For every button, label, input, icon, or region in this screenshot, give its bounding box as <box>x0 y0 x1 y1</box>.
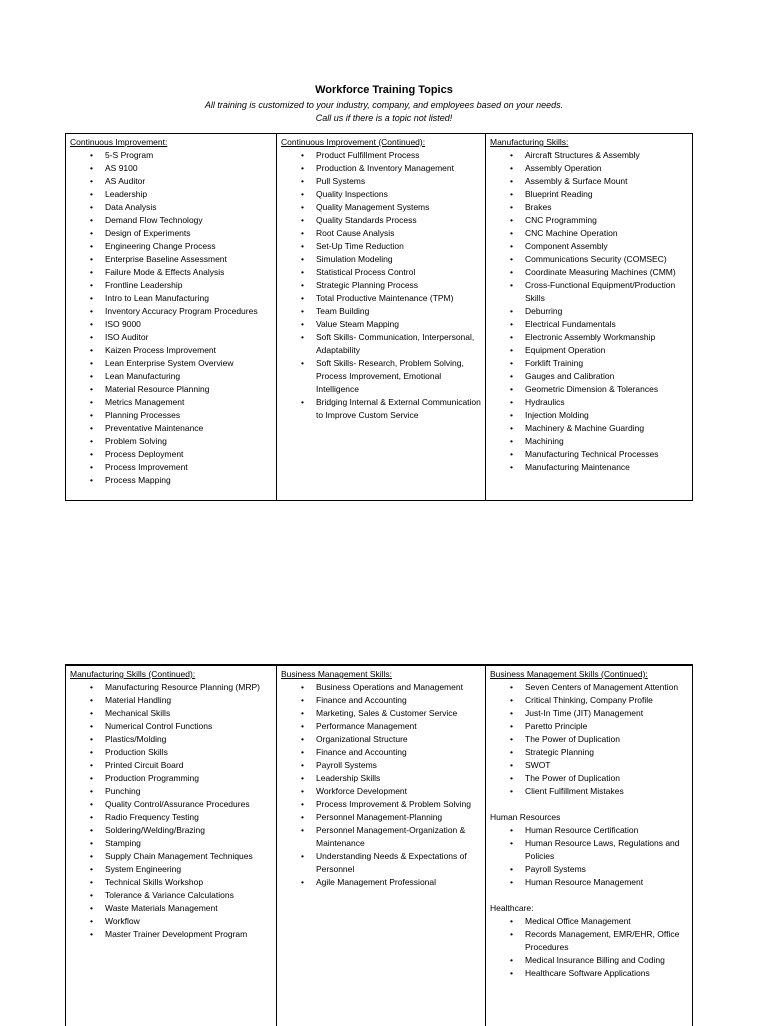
topic-item: • Intro to Lean Manufacturing <box>70 292 276 305</box>
topic-item: • Hydraulics <box>490 396 694 409</box>
topic-item: • Printed Circuit Board <box>70 759 276 772</box>
topic-item: • Technical Skills Workshop <box>70 876 276 889</box>
topic-item: • Deburring <box>490 305 694 318</box>
column-continuous-improvement-continued <box>276 134 485 500</box>
topic-item: • Soft Skills- Research, Problem Solving, Process Improvement, Emotional Intelligence <box>281 357 485 396</box>
document-header <box>0 84 768 125</box>
topic-item: • Healthcare Software Applications <box>490 967 694 980</box>
topic-item: • Soldering/Welding/Brazing <box>70 824 276 837</box>
topic-item: • Production Programming <box>70 772 276 785</box>
topic-item: • Machinery & Machine Guarding <box>490 422 694 435</box>
topic-item: • Human Resource Laws, Regulations and Policies <box>490 837 694 863</box>
topic-item: • Kaizen Process Improvement <box>70 344 276 357</box>
topic-item: • Material Handling <box>70 694 276 707</box>
topic-item: • 5-S Program <box>70 149 276 162</box>
topic-item: • Leadership Skills <box>281 772 485 785</box>
topic-item: • Production Skills <box>70 746 276 759</box>
topic-item: • Quality Control/Assurance Procedures <box>70 798 276 811</box>
page-title: Workforce Training Topics <box>315 84 453 96</box>
topic-item: • Pull Systems <box>281 175 485 188</box>
topic-item: • Seven Centers of Management Attention <box>490 681 694 694</box>
topic-item: • Equipment Operation <box>490 344 694 357</box>
topic-item: • Plastics/Molding <box>70 733 276 746</box>
topic-item: • Quality Inspections <box>281 188 485 201</box>
topic-item: • Component Assembly <box>490 240 694 253</box>
topic-item: • Data Analysis <box>70 201 276 214</box>
topic-item: • CNC Machine Operation <box>490 227 694 240</box>
topic-item: • Mechanical Skills <box>70 707 276 720</box>
topic-item: • Understanding Needs & Expectations of Personnel <box>281 850 485 876</box>
topic-item: • Preventative Maintenance <box>70 422 276 435</box>
topic-item: • Set-Up Time Reduction <box>281 240 485 253</box>
topic-item: • CNC Programming <box>490 214 694 227</box>
topic-item: • Personnel Management-Planning <box>281 811 485 824</box>
topic-item: • Paretto Principle <box>490 720 694 733</box>
topic-item: • Stamping <box>70 837 276 850</box>
topic-item: • Production & Inventory Management <box>281 162 485 175</box>
topic-item: • Communications Security (COMSEC) <box>490 253 694 266</box>
topic-item: • Simulation Modeling <box>281 253 485 266</box>
topic-item: • Process Improvement & Problem Solving <box>281 798 485 811</box>
topic-item: • Personnel Management-Organization & Maintenance <box>281 824 485 850</box>
topic-item: • Medical Insurance Billing and Coding <box>490 954 694 967</box>
topic-item: • Material Resource Planning <box>70 383 276 396</box>
topic-item: • Waste Materials Management <box>70 902 276 915</box>
topic-item: • Radio Frequency Testing <box>70 811 276 824</box>
topic-item: • Workforce Development <box>281 785 485 798</box>
column-heading: Manufacturing Skills (Continued): <box>70 669 196 679</box>
topic-item: • Tolerance & Variance Calculations <box>70 889 276 902</box>
topic-item: • Marketing, Sales & Customer Service <box>281 707 485 720</box>
topic-item: • Brakes <box>490 201 694 214</box>
topic-list <box>490 824 694 889</box>
topic-item: • Assembly Operation <box>490 162 694 175</box>
topics-table-bottom <box>65 664 693 1026</box>
topic-item: • Demand Flow Technology <box>70 214 276 227</box>
topic-item: • ISO 9000 <box>70 318 276 331</box>
topic-item: • Machining <box>490 435 694 448</box>
topic-item: • Problem Solving <box>70 435 276 448</box>
topic-list <box>490 681 694 798</box>
topic-item: • Team Building <box>281 305 485 318</box>
subtitle-line-1: All training is customized to your industry, company, and employees based on your needs. <box>204 100 564 110</box>
topic-item: • Metrics Management <box>70 396 276 409</box>
column-manufacturing-skills <box>485 134 694 500</box>
column-heading: Continuous Improvement (Continued): <box>281 137 426 147</box>
topic-item: • Manufacturing Resource Planning (MRP) <box>70 681 276 694</box>
topic-item: • Gauges and Calibration <box>490 370 694 383</box>
topic-item: • Human Resource Management <box>490 876 694 889</box>
topic-item: • Numerical Control Functions <box>70 720 276 733</box>
topic-item: • Agile Management Professional <box>281 876 485 889</box>
topic-item: • Payroll Systems <box>281 759 485 772</box>
topic-list <box>490 915 694 980</box>
column-business-management-skills <box>276 666 485 1026</box>
topics-table-top <box>65 133 693 501</box>
topic-item: • Finance and Accounting <box>281 694 485 707</box>
topic-item: • Punching <box>70 785 276 798</box>
topic-item: • SWOT <box>490 759 694 772</box>
topic-item: • Manufacturing Maintenance <box>490 461 694 474</box>
section-heading-healthcare: Healthcare: <box>490 903 534 913</box>
topic-item: • Failure Mode & Effects Analysis <box>70 266 276 279</box>
topic-item: • Strategic Planning <box>490 746 694 759</box>
topic-item: • Organizational Structure <box>281 733 485 746</box>
column-manufacturing-skills-continued <box>66 666 276 1026</box>
topic-item: • Critical Thinking, Company Profile <box>490 694 694 707</box>
topic-item: • Strategic Planning Process <box>281 279 485 292</box>
topic-list <box>490 149 694 474</box>
topic-item: • Electrical Fundamentals <box>490 318 694 331</box>
column-heading: Continuous Improvement: <box>70 137 168 147</box>
topic-item: • Root Cause Analysis <box>281 227 485 240</box>
topic-item: • Workflow <box>70 915 276 928</box>
topic-item: • Quality Standards Process <box>281 214 485 227</box>
topic-list <box>281 681 485 889</box>
topic-item: • Injection Molding <box>490 409 694 422</box>
topic-item: • Supply Chain Management Techniques <box>70 850 276 863</box>
column-heading: Business Management Skills: <box>281 669 393 679</box>
subtitle-line-2: Call us if there is a topic not listed! <box>315 113 453 123</box>
topic-item: • Quality Management Systems <box>281 201 485 214</box>
topic-item: • Value Steam Mapping <box>281 318 485 331</box>
topic-item: • Forklift Training <box>490 357 694 370</box>
topic-item: • Aircraft Structures & Assembly <box>490 149 694 162</box>
topic-item: • Design of Experiments <box>70 227 276 240</box>
topic-item: • Enterprise Baseline Assessment <box>70 253 276 266</box>
topic-item: • Manufacturing Technical Processes <box>490 448 694 461</box>
topic-item: • Statistical Process Control <box>281 266 485 279</box>
topic-item: • The Power of Duplication <box>490 733 694 746</box>
topic-item: • Inventory Accuracy Program Procedures <box>70 305 276 318</box>
topic-item: • Payroll Systems <box>490 863 694 876</box>
topic-item: • Business Operations and Management <box>281 681 485 694</box>
topic-item: • Planning Processes <box>70 409 276 422</box>
topic-item: • Bridging Internal & External Communication to Improve Custom Service <box>281 396 485 422</box>
topic-item: • Lean Manufacturing <box>70 370 276 383</box>
topic-item: • The Power of Duplication <box>490 772 694 785</box>
topic-item: • AS Auditor <box>70 175 276 188</box>
section-heading-human-resources: Human Resources <box>490 812 561 822</box>
topic-item: • Total Productive Maintenance (TPM) <box>281 292 485 305</box>
topic-item: • Human Resource Certification <box>490 824 694 837</box>
column-heading: Manufacturing Skills: <box>490 137 569 147</box>
topic-item: • Performance Management <box>281 720 485 733</box>
topic-item: • Geometric Dimension & Tolerances <box>490 383 694 396</box>
topic-item: • Engineering Change Process <box>70 240 276 253</box>
topic-item: • Master Trainer Development Program <box>70 928 276 941</box>
column-continuous-improvement <box>66 134 276 500</box>
topic-item: • Product Fulfillment Process <box>281 149 485 162</box>
topic-item: • Finance and Accounting <box>281 746 485 759</box>
topic-item: • Frontline Leadership <box>70 279 276 292</box>
topic-item: • Electronic Assembly Workmanship <box>490 331 694 344</box>
topic-item: • AS 9100 <box>70 162 276 175</box>
topic-list <box>70 149 276 487</box>
topic-list <box>281 149 485 422</box>
topic-item: • System Engineering <box>70 863 276 876</box>
topic-item: • Process Mapping <box>70 474 276 487</box>
topic-item: • Client Fulfillment Mistakes <box>490 785 694 798</box>
topic-item: • Just-In Time (JIT) Management <box>490 707 694 720</box>
topic-item: • Cross-Functional Equipment/Production Skills <box>490 279 694 305</box>
topic-item: • Leadership <box>70 188 276 201</box>
topic-item: • Medical Office Management <box>490 915 694 928</box>
topic-item: • Process Deployment <box>70 448 276 461</box>
topic-list <box>70 681 276 941</box>
topic-item: • Coordinate Measuring Machines (CMM) <box>490 266 694 279</box>
column-business-management-skills-continued <box>485 666 694 1026</box>
column-heading: Business Management Skills (Continued): <box>490 669 648 679</box>
topic-item: • Lean Enterprise System Overview <box>70 357 276 370</box>
topic-item: • Process Improvement <box>70 461 276 474</box>
topic-item: • Blueprint Reading <box>490 188 694 201</box>
topic-item: • Records Management, EMR/EHR, Office Procedures <box>490 928 694 954</box>
topic-item: • Soft Skills- Communication, Interpersonal, Adaptability <box>281 331 485 357</box>
topic-item: • ISO Auditor <box>70 331 276 344</box>
topic-item: • Assembly & Surface Mount <box>490 175 694 188</box>
